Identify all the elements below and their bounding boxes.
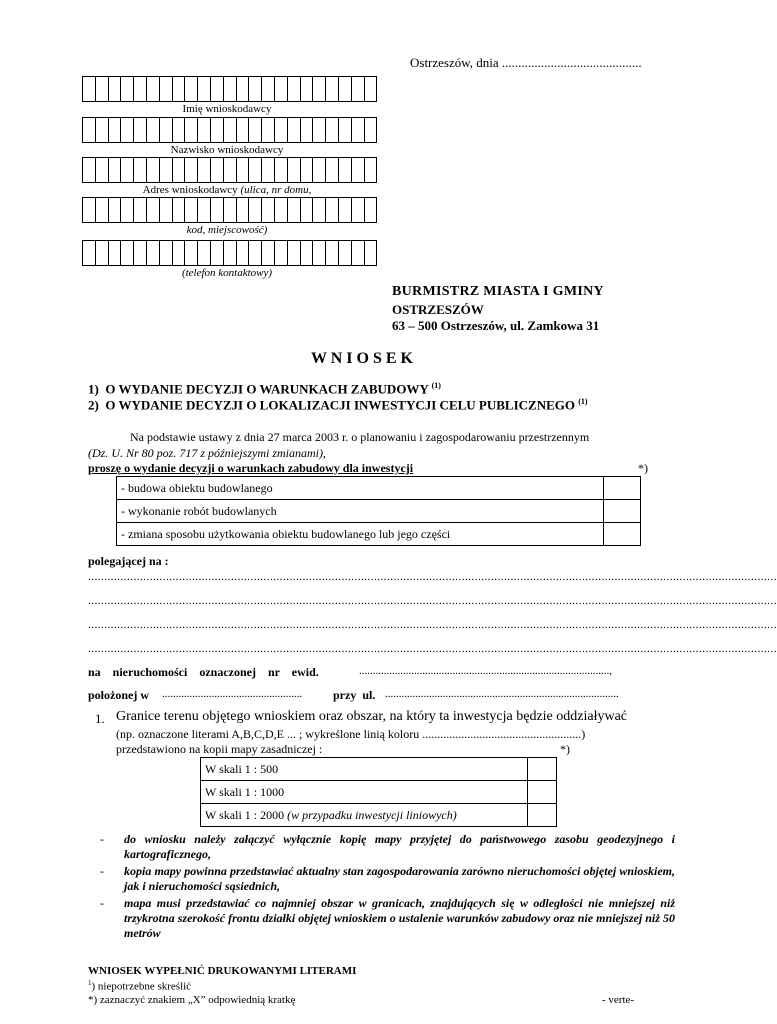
letter-box[interactable] xyxy=(160,240,173,266)
letter-box[interactable] xyxy=(365,240,378,266)
street-label: przy ul. xyxy=(333,688,376,702)
letter-box[interactable] xyxy=(237,157,250,183)
address-grid-2[interactable] xyxy=(82,197,377,223)
letter-box[interactable] xyxy=(339,76,352,102)
investment-option-label: - budowa obiektu budowlanego xyxy=(117,477,604,500)
letter-box[interactable] xyxy=(352,197,365,223)
letter-box[interactable] xyxy=(173,197,186,223)
letter-box[interactable] xyxy=(352,117,365,143)
letter-box[interactable] xyxy=(109,157,122,183)
scale-option-label: W skali 1 : 500 xyxy=(201,758,528,781)
letter-box[interactable] xyxy=(224,117,237,143)
caps-instruction: WNIOSEK WYPEŁNIĆ DRUKOWANYMI LITERAMI xyxy=(88,965,357,977)
letter-box[interactable] xyxy=(275,157,288,183)
map-scale-table xyxy=(200,757,557,827)
letter-box[interactable] xyxy=(96,197,109,223)
letter-box[interactable] xyxy=(173,157,186,183)
letter-box[interactable] xyxy=(352,76,365,102)
request-text: proszę o wydanie decyzji o warunkach zabudowy dla inwestycji xyxy=(88,461,414,475)
recipient-line1: BURMISTRZ MIASTA I GMINY xyxy=(392,284,604,299)
phone-grid[interactable] xyxy=(82,240,377,266)
address-label-2: kod, miejscowość) xyxy=(186,224,268,236)
letter-box[interactable] xyxy=(121,76,134,102)
letter-box[interactable] xyxy=(275,240,288,266)
letter-box[interactable] xyxy=(147,197,160,223)
name-grid[interactable] xyxy=(82,76,377,102)
letter-box[interactable] xyxy=(365,157,378,183)
scale-option xyxy=(201,758,557,781)
note-1: - do wniosku należy załączyć wyłącznie kopię mapy przyjętej do państwowego zasobu geodezyjnego i kartograficznego, xyxy=(100,832,675,861)
letter-box[interactable] xyxy=(198,157,211,183)
scale-option xyxy=(201,804,557,827)
letter-box[interactable] xyxy=(185,76,198,102)
letter-box[interactable] xyxy=(96,76,109,102)
letter-box[interactable] xyxy=(134,157,147,183)
letter-box[interactable] xyxy=(275,76,288,102)
letter-box[interactable] xyxy=(249,117,262,143)
letter-box[interactable] xyxy=(83,197,96,223)
investment-option-checkbox[interactable] xyxy=(604,500,641,523)
letter-box[interactable] xyxy=(211,117,224,143)
letter-box[interactable] xyxy=(237,117,250,143)
scale-option-checkbox[interactable] xyxy=(528,758,557,781)
letter-box[interactable] xyxy=(313,197,326,223)
consisting-label: polegającej na : xyxy=(88,554,169,568)
letter-box[interactable] xyxy=(301,117,314,143)
letter-box[interactable] xyxy=(288,76,301,102)
letter-box[interactable] xyxy=(96,240,109,266)
name-label: Imię wnioskodawcy xyxy=(182,103,272,115)
recipient-line3: 63 – 500 Ostrzeszów, ul. Zamkowa 31 xyxy=(392,318,600,333)
investment-option-checkbox[interactable] xyxy=(604,477,641,500)
request-mark: *) xyxy=(638,461,648,475)
letter-box[interactable] xyxy=(339,117,352,143)
letter-box[interactable] xyxy=(326,117,339,143)
surname-label: Nazwisko wnioskodawcy xyxy=(170,144,284,156)
note-2: - kopia mapy powinna przedstawiać aktualny stan zagospodarowania zarówno nieruchomości objętej wnioskiem, jak i nieruchomości sąsiednich, xyxy=(100,864,675,893)
note-3: - mapa musi przedstawiać co najmniej obszar w granicach, znajdujących się w odległości nie mniejszej niż trzykrotna szerokość frontu działki objętej wnioskiem o ustalenie warunków zabudowy oraz nie mniejszej niż 50 metrów xyxy=(100,896,675,940)
letter-box[interactable] xyxy=(352,157,365,183)
letter-box[interactable] xyxy=(224,197,237,223)
letter-box[interactable] xyxy=(237,76,250,102)
letter-box[interactable] xyxy=(365,76,378,102)
letter-box[interactable] xyxy=(83,76,96,102)
footnote-2: *) zaznaczyć znakiem „X” odpowiednią kratkę xyxy=(88,994,296,1006)
letter-box[interactable] xyxy=(109,197,122,223)
letter-box[interactable] xyxy=(173,240,186,266)
letter-box[interactable] xyxy=(109,76,122,102)
letter-box[interactable] xyxy=(185,117,198,143)
letter-box[interactable] xyxy=(313,157,326,183)
letter-box[interactable] xyxy=(160,197,173,223)
letter-box[interactable] xyxy=(173,117,186,143)
scale-option-checkbox[interactable] xyxy=(528,804,557,827)
letter-box[interactable] xyxy=(121,197,134,223)
letter-box[interactable] xyxy=(365,117,378,143)
letter-box[interactable] xyxy=(288,157,301,183)
located-field[interactable]: ................................................... xyxy=(162,688,303,700)
letter-box[interactable] xyxy=(160,157,173,183)
letter-box[interactable] xyxy=(326,76,339,102)
letter-box[interactable] xyxy=(249,197,262,223)
letter-box[interactable] xyxy=(198,117,211,143)
letter-box[interactable] xyxy=(121,240,134,266)
dotted-line-4[interactable]: .................................................................................................................................................................................................................... xyxy=(88,643,777,655)
letter-box[interactable] xyxy=(275,117,288,143)
letter-box[interactable] xyxy=(211,240,224,266)
letter-box[interactable] xyxy=(249,240,262,266)
letter-box[interactable] xyxy=(326,197,339,223)
place-date-field[interactable]: Ostrzeszów, dnia ........................................... xyxy=(410,55,642,70)
letter-box[interactable] xyxy=(185,157,198,183)
letter-box[interactable] xyxy=(121,117,134,143)
point1-line2: (np. oznaczone literami A,B,C,D,E ... ; wykreślone linią koloru .....................................................) xyxy=(116,727,586,741)
subtitle-2: 2) O WYDANIE DECYZJI O LOKALIZACJI INWESTYCJI CELU PUBLICZNEGO $^{(1)}$ xyxy=(88,397,588,413)
page-title: W N I O S E K xyxy=(311,350,413,367)
property-label: na nieruchomości oznaczonej nr ewid. xyxy=(88,665,319,679)
point1-line3: przedstawiono na kopii mapy zasadniczej : xyxy=(116,742,323,756)
letter-box[interactable] xyxy=(313,76,326,102)
recipient-line2: OSTRZESZÓW xyxy=(392,302,484,317)
letter-box[interactable] xyxy=(288,197,301,223)
letter-box[interactable] xyxy=(262,117,275,143)
address-grid[interactable] xyxy=(82,157,377,183)
phone-label: (telefon kontaktowy) xyxy=(181,267,273,279)
located-label: położonej w xyxy=(88,688,149,702)
letter-box[interactable] xyxy=(211,157,224,183)
letter-box[interactable] xyxy=(249,76,262,102)
letter-box[interactable] xyxy=(211,197,224,223)
investment-options-table xyxy=(116,476,641,546)
letter-box[interactable] xyxy=(262,157,275,183)
letter-box[interactable] xyxy=(96,157,109,183)
letter-box[interactable] xyxy=(262,240,275,266)
letter-box[interactable] xyxy=(326,157,339,183)
letter-box[interactable] xyxy=(352,240,365,266)
letter-box[interactable] xyxy=(134,76,147,102)
letter-box[interactable] xyxy=(339,157,352,183)
point1-line1: Granice terenu objętego wnioskiem oraz obszar, na który ta inwestycja będzie oddziaływać xyxy=(116,709,628,724)
letter-box[interactable] xyxy=(147,157,160,183)
letter-box[interactable] xyxy=(198,76,211,102)
scale-option-label: W skali 1 : 1000 xyxy=(201,781,528,804)
letter-box[interactable] xyxy=(96,117,109,143)
investment-option xyxy=(117,500,641,523)
letter-box[interactable] xyxy=(109,240,122,266)
letter-box[interactable] xyxy=(147,240,160,266)
letter-box[interactable] xyxy=(339,197,352,223)
letter-box[interactable] xyxy=(301,197,314,223)
letter-box[interactable] xyxy=(134,117,147,143)
investment-option-label: - wykonanie robót budowlanych xyxy=(117,500,604,523)
dotted-line-1[interactable]: .................................................................................................................................................................................................................... xyxy=(88,571,777,583)
letter-box[interactable] xyxy=(224,157,237,183)
letter-box[interactable] xyxy=(147,76,160,102)
scale-option-checkbox[interactable] xyxy=(528,781,557,804)
letter-box[interactable] xyxy=(198,240,211,266)
letter-box[interactable] xyxy=(237,240,250,266)
letter-box[interactable] xyxy=(134,240,147,266)
letter-box[interactable] xyxy=(275,197,288,223)
investment-option xyxy=(117,523,641,546)
letter-box[interactable] xyxy=(288,240,301,266)
dotted-line-3[interactable]: .................................................................................................................................................................................................................... xyxy=(88,619,777,631)
letter-box[interactable] xyxy=(211,76,224,102)
letter-box[interactable] xyxy=(249,157,262,183)
address-label: Adres wnioskodawcy (ulica, nr domu, xyxy=(142,184,312,196)
letter-box[interactable] xyxy=(83,117,96,143)
subtitle-1: 1) O WYDANIE DECYZJI O WARUNKACH ZABUDOWY $^{(1)}$ xyxy=(88,381,441,397)
intro-line2: (Dz. U. Nr 80 poz. 717 z późniejszymi zmianami), xyxy=(88,446,327,460)
property-number-field[interactable]: ..........................................................................................., xyxy=(359,665,612,677)
intro-line1: Na podstawie ustawy z dnia 27 marca 2003 r. o planowaniu i zagospodarowaniu przestrzennym xyxy=(130,430,590,444)
letter-box[interactable] xyxy=(134,197,147,223)
letter-box[interactable] xyxy=(301,157,314,183)
letter-box[interactable] xyxy=(185,197,198,223)
surname-grid[interactable] xyxy=(82,117,377,143)
letter-box[interactable] xyxy=(288,117,301,143)
letter-box[interactable] xyxy=(365,197,378,223)
investment-option-label: - zmiana sposobu użytkowania obiektu budowlanego lub jego części xyxy=(117,523,604,546)
letter-box[interactable] xyxy=(83,240,96,266)
letter-box[interactable] xyxy=(147,117,160,143)
investment-option-checkbox[interactable] xyxy=(604,523,641,546)
scale-option xyxy=(201,781,557,804)
letter-box[interactable] xyxy=(160,117,173,143)
point1-number: 1. xyxy=(95,711,105,726)
letter-box[interactable] xyxy=(313,240,326,266)
letter-box[interactable] xyxy=(301,76,314,102)
dotted-line-2[interactable]: .................................................................................................................................................................................................................... xyxy=(88,595,777,607)
letter-box[interactable] xyxy=(185,240,198,266)
point1-mark: *) xyxy=(560,742,570,756)
letter-box[interactable] xyxy=(160,76,173,102)
letter-box[interactable] xyxy=(262,76,275,102)
footnote-1: $^1$) niepotrzebne skreślić xyxy=(88,979,192,993)
letter-box[interactable] xyxy=(262,197,275,223)
letter-box[interactable] xyxy=(109,117,122,143)
letter-box[interactable] xyxy=(224,76,237,102)
letter-box[interactable] xyxy=(224,240,237,266)
letter-box[interactable] xyxy=(198,197,211,223)
letter-box[interactable] xyxy=(326,240,339,266)
letter-box[interactable] xyxy=(83,157,96,183)
investment-option xyxy=(117,477,641,500)
letter-box[interactable] xyxy=(237,197,250,223)
letter-box[interactable] xyxy=(121,157,134,183)
letter-box[interactable] xyxy=(339,240,352,266)
street-field[interactable]: ..................................................................................... xyxy=(385,688,619,700)
letter-box[interactable] xyxy=(313,117,326,143)
scale-option-label: W skali 1 : 2000 (w przypadku inwestycji liniowych) xyxy=(201,804,528,827)
letter-box[interactable] xyxy=(173,76,186,102)
verte-label: - verte- xyxy=(602,994,635,1006)
letter-box[interactable] xyxy=(301,240,314,266)
